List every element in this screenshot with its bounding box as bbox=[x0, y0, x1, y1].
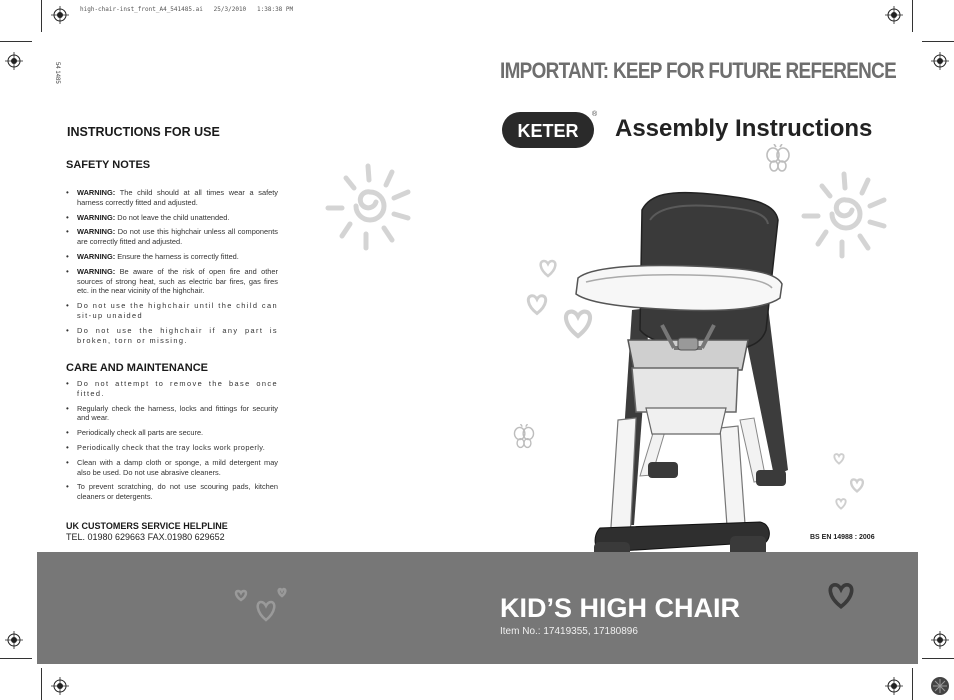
list-item: • To prevent scratching, do not use scouring pads, kitchen cleaners or detergents. bbox=[66, 482, 278, 502]
care-maintenance-list bbox=[66, 379, 278, 507]
list-item: • WARNING: The child should at all times wear a safety harness correctly fitted and adjusted. bbox=[66, 188, 278, 208]
heart-doodle-icon bbox=[537, 258, 559, 278]
registration-mark-icon bbox=[5, 631, 23, 649]
heart-doodle-icon bbox=[834, 497, 848, 510]
product-title: KID’S HIGH CHAIR bbox=[500, 593, 741, 623]
registration-mark-icon bbox=[51, 6, 69, 24]
list-item: • WARNING: Be aware of the risk of open fire and other sources of strong heat, such as electric bar fires, gas fires etc. in the near vicinity of the highchair. bbox=[66, 267, 278, 296]
heart-doodle-icon bbox=[524, 292, 550, 316]
important-notice: IMPORTANT: KEEP FOR FUTURE REFERENCE bbox=[500, 58, 897, 83]
safety-notes-title: SAFETY NOTES bbox=[66, 159, 151, 171]
list-item: • WARNING: Ensure the harness is correctly fitted. bbox=[66, 252, 278, 262]
helpline-title: UK CUSTOMERS SERVICE HELPLINE bbox=[66, 521, 228, 531]
list-item: • WARNING: Do not leave the child unattended. bbox=[66, 213, 278, 223]
butterfly-doodle-icon bbox=[764, 144, 792, 174]
print-slug: high-chair-inst_front_A4_541485.ai 25/3/2010 1:38:38 PM bbox=[80, 6, 294, 13]
registration-mark-icon bbox=[885, 6, 903, 24]
registered-mark: ® bbox=[592, 111, 598, 118]
item-number: Item No.: 17419355, 17180896 bbox=[500, 626, 638, 637]
instructions-title: INSTRUCTIONS FOR USE bbox=[67, 125, 220, 139]
heart-doodle-icon bbox=[832, 452, 846, 465]
registration-mark-icon bbox=[5, 52, 23, 70]
registration-mark-icon bbox=[885, 677, 903, 695]
keter-logo bbox=[502, 112, 594, 148]
crop-mark bbox=[0, 41, 32, 42]
crop-mark bbox=[922, 41, 954, 42]
butterfly-doodle-icon bbox=[510, 424, 538, 450]
color-target-icon bbox=[930, 676, 950, 696]
list-item: • Periodically check all parts are secure. bbox=[66, 428, 278, 438]
crop-mark bbox=[0, 658, 32, 659]
standard-label: BS EN 14988 : 2006 bbox=[810, 534, 875, 541]
high-chair-illustration bbox=[570, 180, 810, 565]
document-code: 54 1485 bbox=[54, 62, 60, 84]
crop-mark bbox=[41, 0, 42, 32]
crop-mark bbox=[912, 0, 913, 32]
crop-mark bbox=[912, 668, 913, 700]
registration-mark-icon bbox=[931, 631, 949, 649]
crop-mark bbox=[922, 658, 954, 659]
sun-doodle-icon bbox=[796, 166, 894, 262]
sun-doodle-icon bbox=[316, 158, 424, 254]
registration-mark-icon bbox=[931, 52, 949, 70]
registration-mark-icon bbox=[51, 677, 69, 695]
list-item: • WARNING: Do not use this highchair unless all components are correctly fitted and adjusted. bbox=[66, 227, 278, 247]
care-maintenance-title: CARE AND MAINTENANCE bbox=[66, 362, 208, 374]
assembly-title: Assembly Instructions bbox=[615, 115, 873, 142]
heart-doodle-icon bbox=[825, 580, 857, 610]
list-item: • Clean with a damp cloth or sponge, a mild detergent may also be used. Do not use abrasive cleaners. bbox=[66, 458, 278, 478]
list-item: • Regularly check the harness, locks and fittings for security and wear. bbox=[66, 404, 278, 424]
list-item: • Periodically check that the tray locks work properly. bbox=[66, 443, 278, 453]
heart-doodle-icon bbox=[848, 477, 866, 493]
list-item: • Do not use the highchair until the child can sit-up unaided bbox=[66, 301, 278, 321]
hearts-doodle-icon bbox=[232, 586, 288, 626]
safety-notes-list bbox=[66, 188, 278, 350]
brand-name: KETER bbox=[517, 121, 579, 141]
helpline-phone: TEL. 01980 629663 FAX.01980 629652 bbox=[66, 532, 225, 542]
product-banner bbox=[37, 552, 918, 664]
crop-mark bbox=[41, 668, 42, 700]
list-item: • Do not attempt to remove the base once fitted. bbox=[66, 379, 278, 399]
list-item: • Do not use the highchair if any part is broken, torn or missing. bbox=[66, 326, 278, 346]
